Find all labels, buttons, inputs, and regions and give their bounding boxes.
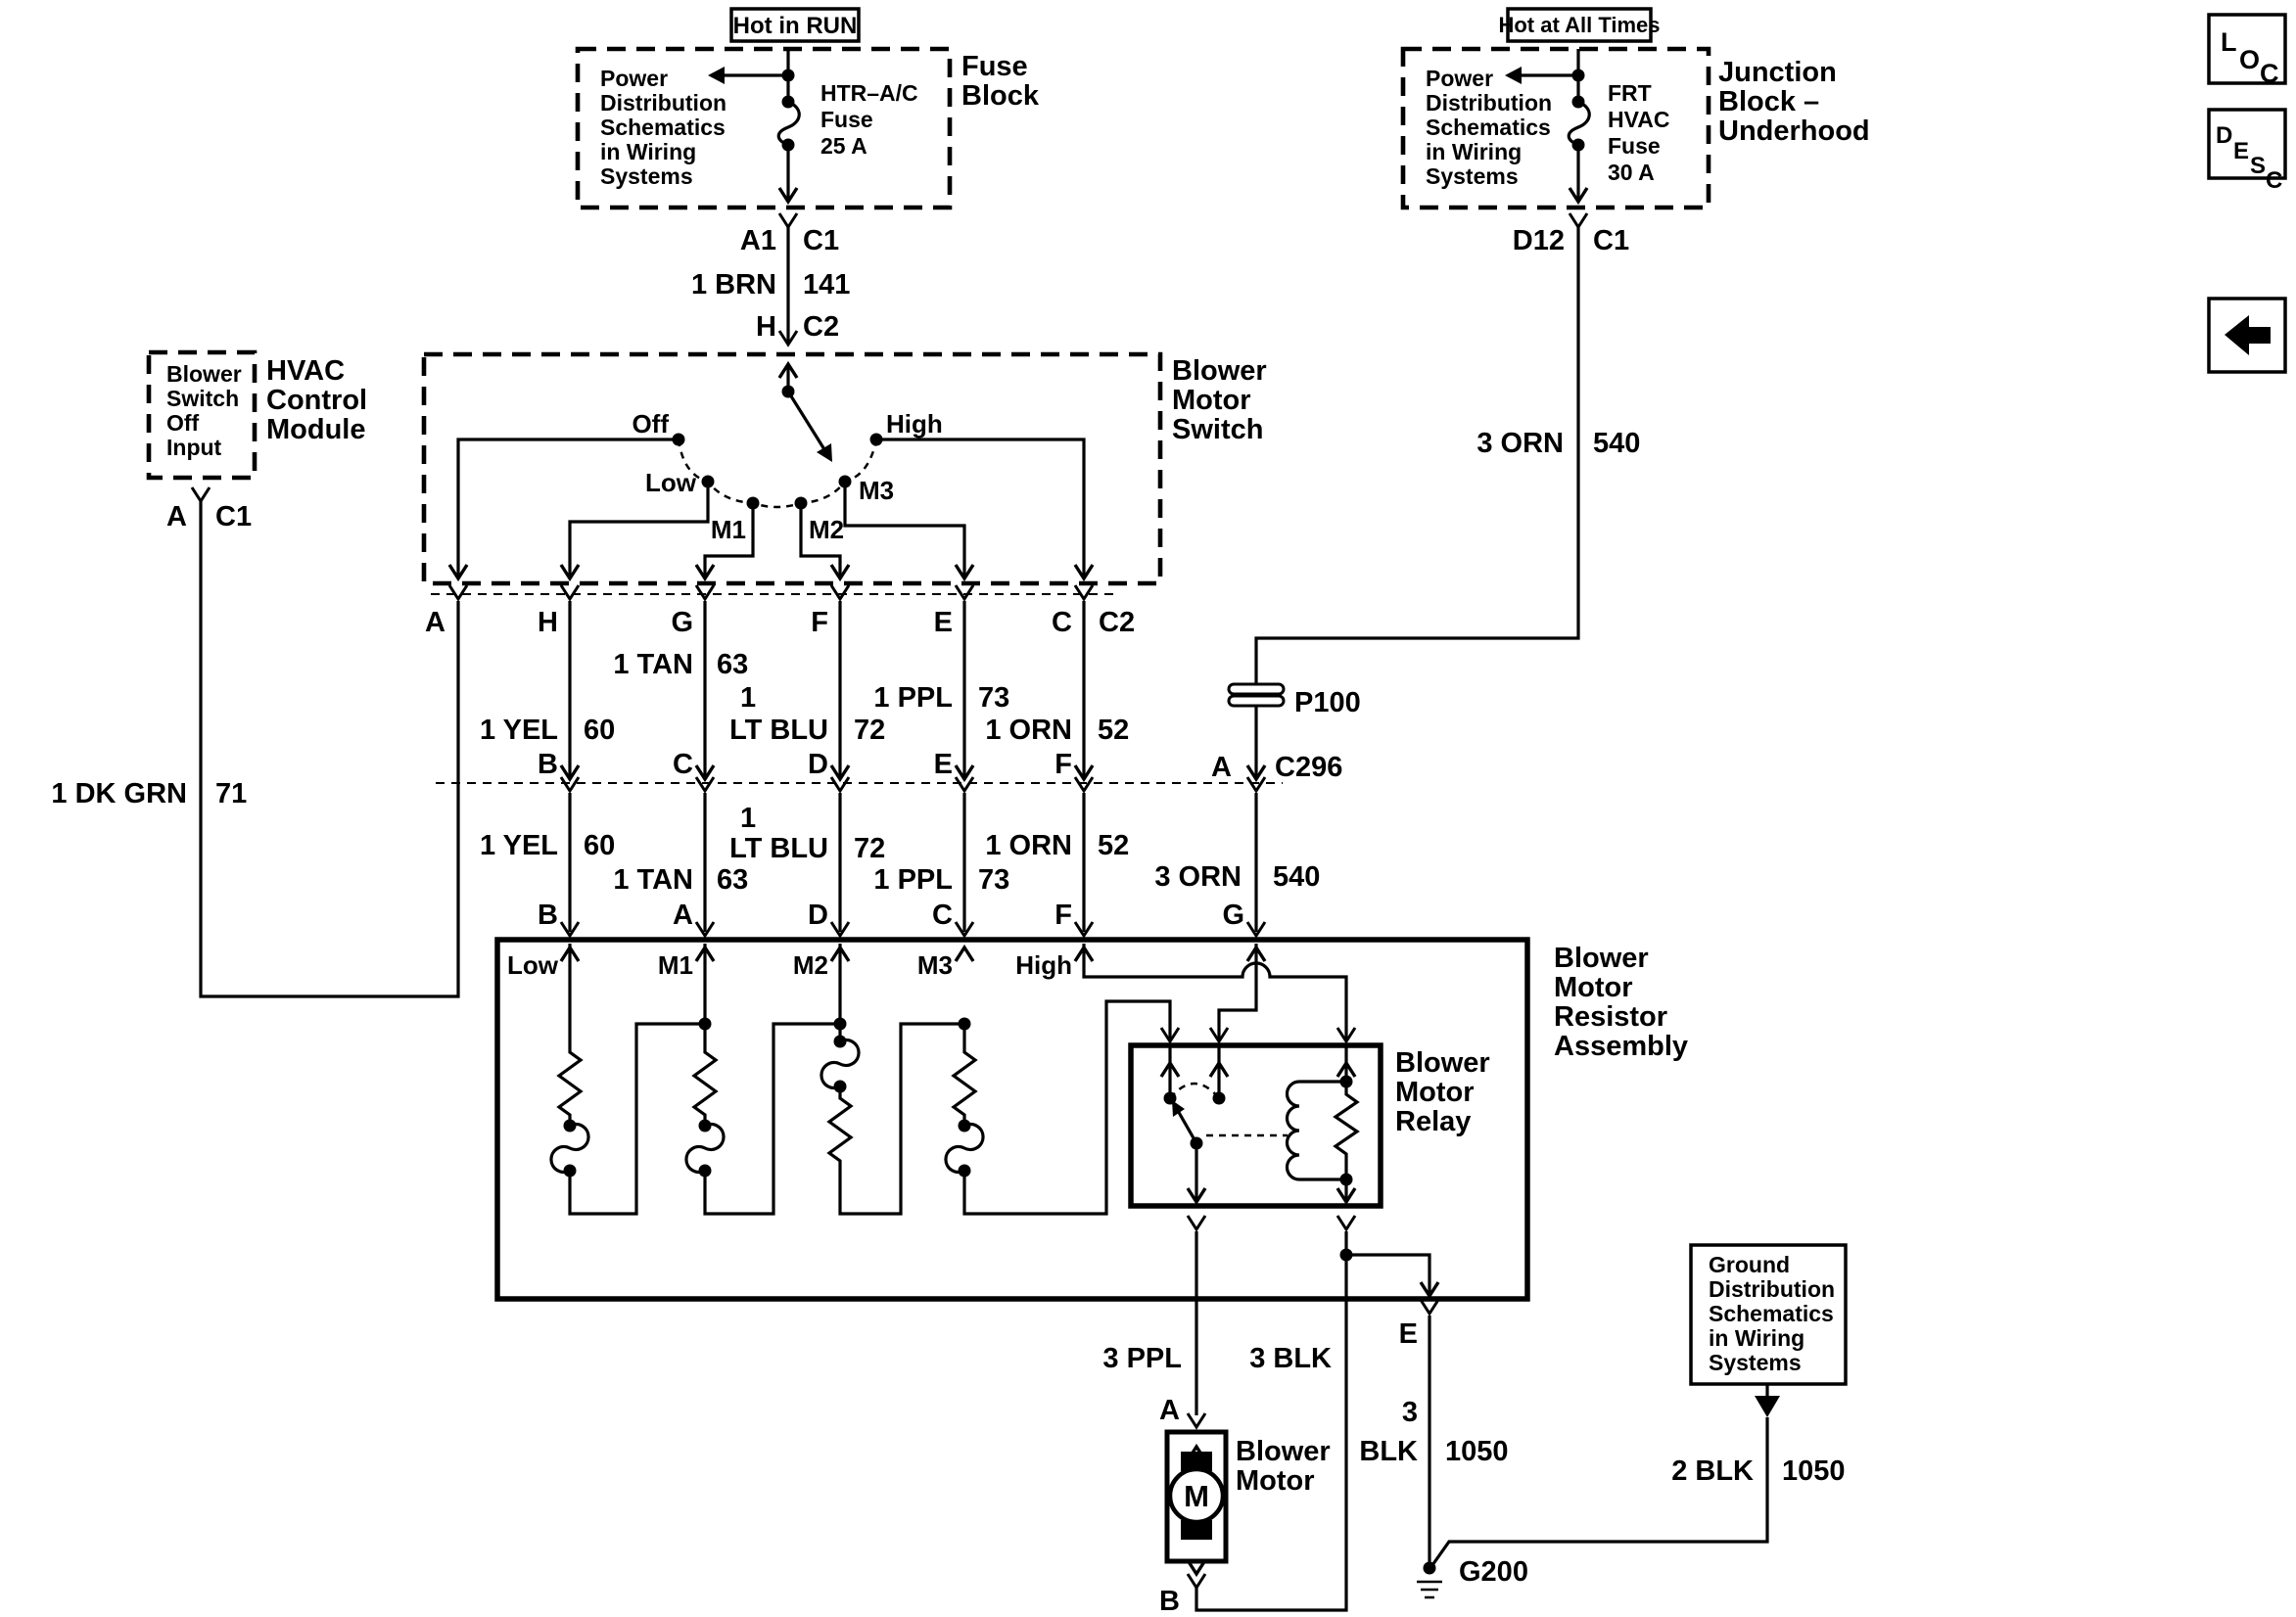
grommet-label: P100 xyxy=(1294,687,1361,718)
ground-dist-arrow-icon xyxy=(1755,1396,1780,1417)
relay-label: Relay xyxy=(1395,1106,1472,1137)
grommet-icon xyxy=(1229,684,1284,694)
power-note-line: Schematics xyxy=(1426,115,1551,140)
hvac-module-label: Control xyxy=(266,385,368,416)
power-note-line: Schematics xyxy=(600,115,726,140)
connector-y-icon xyxy=(561,585,579,599)
wire-circuit: 72 xyxy=(854,715,886,746)
power-note-line: Systems xyxy=(1426,163,1519,189)
position-high: High xyxy=(886,409,943,439)
c2-name: C2 xyxy=(1099,607,1136,638)
power-note-line: in Wiring xyxy=(600,139,697,164)
assembly-pin: C xyxy=(932,900,953,931)
ground-note-line: in Wiring xyxy=(1709,1325,1805,1351)
ground-note-line: Ground xyxy=(1709,1252,1791,1277)
connector-y-icon xyxy=(1075,585,1093,599)
connector-y-icon xyxy=(1188,1413,1205,1427)
connector-y-icon xyxy=(956,585,973,599)
connector-y-icon xyxy=(831,585,849,599)
wire-color: 1 DK GRN xyxy=(51,778,187,809)
hot-at-all-times-banner: Hot at All Times xyxy=(1498,13,1661,37)
wire-circuit: 1050 xyxy=(1782,1455,1846,1487)
arrow-up-icon xyxy=(956,947,973,961)
c296-connector-row xyxy=(436,749,1283,791)
pin-d12: D12 xyxy=(1512,225,1565,256)
c2-connector-row xyxy=(425,585,1135,638)
wire-circuit: 72 xyxy=(854,833,886,864)
c296-pin: D xyxy=(808,749,828,780)
conn-c1: C1 xyxy=(215,501,253,532)
junction-block xyxy=(1403,9,1870,256)
pin-e: E xyxy=(1398,1318,1418,1350)
c2-pin: H xyxy=(538,607,558,638)
ground-symbol-icon xyxy=(1417,1582,1442,1597)
relay-label: Motor xyxy=(1395,1077,1475,1108)
pin-a: A xyxy=(166,501,187,532)
position-m1: M1 xyxy=(710,515,746,544)
wire-circuit: 540 xyxy=(1273,861,1321,893)
wire-circuit: 71 xyxy=(215,778,248,809)
internal-m1: M1 xyxy=(657,950,693,980)
ground-note-line: Systems xyxy=(1709,1350,1802,1375)
relay-label: Blower xyxy=(1395,1047,1490,1079)
wire-color: 1 YEL xyxy=(479,830,558,861)
hvac-control-module xyxy=(51,352,458,996)
wire-color: 1 TAN xyxy=(613,864,693,896)
hvac-note-line: Switch xyxy=(166,386,240,411)
hvac-module-label: HVAC xyxy=(266,355,346,387)
high-output xyxy=(876,439,1084,577)
grommet-icon xyxy=(1229,696,1284,706)
wire-color: 1 BRN xyxy=(690,269,776,300)
link-to-m1 xyxy=(570,1024,705,1214)
motor-pin-b: B xyxy=(1159,1586,1180,1617)
blower-motor-relay xyxy=(1131,1028,1490,1229)
connector-y-icon xyxy=(1570,213,1587,227)
ground-note-line: Distribution xyxy=(1709,1276,1836,1302)
c296-pin: F xyxy=(1054,749,1072,780)
connector-y-icon xyxy=(1421,1300,1438,1314)
fuse-name: FRT xyxy=(1608,80,1652,106)
power-note-line: Power xyxy=(1426,66,1494,91)
resistor-low xyxy=(559,944,581,1126)
motor-m: M xyxy=(1184,1479,1209,1513)
internal-high: High xyxy=(1015,950,1072,980)
blower-motor-switch xyxy=(424,354,1267,583)
wire-circuit: 73 xyxy=(978,682,1010,714)
fuse-name: Fuse xyxy=(1608,133,1661,159)
back-arrow-icon xyxy=(2225,315,2271,355)
relay-resistor xyxy=(1335,1082,1357,1179)
fuse-element xyxy=(778,102,799,145)
fuse-name: HVAC xyxy=(1608,107,1670,132)
conn-c296: C296 xyxy=(1275,752,1343,783)
internal-m3: M3 xyxy=(916,950,953,980)
conn-c2: C2 xyxy=(803,311,840,343)
position-off: Off xyxy=(632,409,669,439)
wire-color: LT BLU xyxy=(729,833,828,864)
wire-color: 2 BLK xyxy=(1671,1455,1754,1487)
wire-circuit: 63 xyxy=(717,649,749,680)
wire-color: LT BLU xyxy=(729,715,828,746)
relay-coil xyxy=(1288,1082,1300,1179)
pin-a: A xyxy=(1211,752,1232,783)
loc-letter-l: L xyxy=(2221,27,2237,57)
link-to-m2 xyxy=(705,1024,840,1214)
motor-label: Motor xyxy=(1236,1465,1315,1497)
c296-pin: C xyxy=(673,749,693,780)
hvac-module-label: Module xyxy=(266,414,366,445)
ground-note-line: Schematics xyxy=(1709,1301,1834,1326)
assembly-pin: G xyxy=(1222,900,1244,931)
wire-circuit: 73 xyxy=(978,864,1010,896)
fuse-name: Fuse xyxy=(820,107,873,132)
junction-dot xyxy=(782,69,795,82)
c2-pin: C xyxy=(1052,607,1072,638)
desc-letter-e: E xyxy=(2233,138,2250,164)
power-dist-arrow-icon xyxy=(1505,67,1522,84)
wire-circuit: 141 xyxy=(803,269,851,300)
hvac-note-line: Blower xyxy=(166,361,242,387)
junction-block-label: Block – xyxy=(1718,86,1820,117)
junction-block-label: Underhood xyxy=(1718,116,1870,147)
wire-size: 1 xyxy=(740,803,757,834)
connector-y-icon xyxy=(1337,1216,1355,1229)
assembly-label: Resistor xyxy=(1554,1001,1668,1033)
wire-1-brn-141 xyxy=(691,213,850,345)
wire-circuit: 540 xyxy=(1593,428,1641,459)
link-to-m3 xyxy=(829,1024,964,1214)
loc-letter-o: O xyxy=(2239,45,2261,74)
wire-circuit: 1050 xyxy=(1445,1436,1509,1467)
connector-y-icon xyxy=(192,487,210,501)
wire-color: 1 TAN xyxy=(613,649,693,680)
nav-icons xyxy=(2209,15,2285,372)
wire-color: 3 PPL xyxy=(1102,1343,1182,1374)
connector-y-icon xyxy=(449,585,467,599)
assembly-pin: F xyxy=(1054,900,1072,931)
power-note-line: Systems xyxy=(600,163,693,189)
motor-pin-a: A xyxy=(1159,1395,1180,1426)
position-m2: M2 xyxy=(809,515,845,544)
desc-letter-c: C xyxy=(2266,167,2283,194)
power-note-line: in Wiring xyxy=(1426,139,1523,164)
wire-size: 3 xyxy=(1401,1397,1418,1428)
desc-letter-s: S xyxy=(2250,153,2267,179)
switch-label: Blower xyxy=(1172,355,1267,387)
internal-m2: M2 xyxy=(792,950,828,980)
g200-label: G200 xyxy=(1459,1556,1528,1588)
fuse-block-label: Block xyxy=(961,80,1039,112)
fuse-block xyxy=(578,9,1040,208)
wire-1-dk-grn-71 xyxy=(201,501,458,996)
assembly-pin: B xyxy=(538,900,558,931)
wire-color: BLK xyxy=(1359,1436,1418,1467)
hvac-note-line: Off xyxy=(166,410,200,436)
relay-outputs xyxy=(1196,1143,1346,1200)
hvac-note-line: Input xyxy=(166,435,222,460)
resistor-m1 xyxy=(694,944,716,1126)
power-note-line: Distribution xyxy=(1426,90,1553,116)
wire-circuit: 52 xyxy=(1098,715,1130,746)
power-note-line: Distribution xyxy=(600,90,727,116)
pin-b: H xyxy=(756,311,776,343)
wire-circuit: 60 xyxy=(584,715,616,746)
c296-pin: B xyxy=(538,749,558,780)
c296-pin: E xyxy=(933,749,953,780)
fuse-block-label: Fuse xyxy=(961,51,1028,82)
assembly-box xyxy=(497,940,1527,1299)
motor-label: Blower xyxy=(1236,1436,1331,1467)
wire-color: 1 ORN xyxy=(985,830,1072,861)
ground-distribution xyxy=(1691,1245,1846,1417)
internal-low: Low xyxy=(507,950,558,980)
wire-color: 3 ORN xyxy=(1476,428,1564,459)
assembly-pin: A xyxy=(673,900,693,931)
assembly-label: Blower xyxy=(1554,943,1649,974)
desc-letter-d: D xyxy=(2216,122,2233,149)
fuse-rating: 30 A xyxy=(1608,160,1655,185)
wire-circuit: 63 xyxy=(717,864,749,896)
position-m3: M3 xyxy=(859,476,895,505)
hot-in-run-banner: Hot in RUN xyxy=(732,13,858,39)
switch-label: Motor xyxy=(1172,385,1251,416)
wire-color: 3 ORN xyxy=(1154,861,1242,893)
c2-pin: A xyxy=(425,607,445,638)
wire-color: 1 YEL xyxy=(479,715,558,746)
conn-c1: C1 xyxy=(803,225,840,256)
pin-a1: A1 xyxy=(739,225,776,256)
connector-y-icon xyxy=(696,585,714,599)
wire-circuit: 52 xyxy=(1098,830,1130,861)
wiper-arm[interactable] xyxy=(788,392,827,454)
junction-dot xyxy=(1572,69,1585,82)
harness-section-2 xyxy=(480,793,1244,936)
branch-to-e xyxy=(1346,1255,1429,1294)
conn-c1: C1 xyxy=(1593,225,1630,256)
c2-pin: E xyxy=(933,607,953,638)
position-low: Low xyxy=(645,468,696,497)
wire-size: 1 xyxy=(740,682,757,714)
wire-color: 3 BLK xyxy=(1249,1343,1332,1374)
high-feed-to-coil xyxy=(1084,944,1346,1040)
power-note-line: Power xyxy=(600,66,669,91)
wire-color: 1 ORN xyxy=(985,715,1072,746)
c2-pin: F xyxy=(811,607,828,638)
harness-section-1 xyxy=(480,601,1129,777)
wiper-arrow-icon xyxy=(817,443,832,462)
fuse-rating: 25 A xyxy=(820,133,867,159)
chain-output-to-relay xyxy=(964,1001,1170,1214)
resistor-m3 xyxy=(954,1024,975,1126)
connector-y-icon xyxy=(779,213,797,227)
wire-3-orn-540-feed xyxy=(1154,227,1640,936)
switch-label: Switch xyxy=(1172,414,1264,445)
assembly-label: Motor xyxy=(1554,972,1633,1003)
relay-throw-arc xyxy=(1170,1084,1219,1098)
wire-color: 1 PPL xyxy=(873,682,953,714)
wire-color: 1 PPL xyxy=(873,864,953,896)
blower-motor xyxy=(1159,1395,1331,1617)
wire-circuit: 60 xyxy=(584,830,616,861)
assembly-label: Assembly xyxy=(1554,1031,1689,1062)
blower-motor-resistor-assembly xyxy=(497,940,1688,1299)
assembly-pin: D xyxy=(808,900,828,931)
fuse-element xyxy=(1569,102,1589,145)
coil-ties xyxy=(1299,1082,1346,1179)
c2-pin: G xyxy=(671,607,693,638)
loc-letter-c: C xyxy=(2260,59,2279,88)
power-dist-arrow-icon xyxy=(708,67,725,84)
fuse-name: HTR–A/C xyxy=(820,80,918,106)
connector-y-icon xyxy=(1188,1216,1205,1229)
junction-block-label: Junction xyxy=(1718,57,1837,88)
